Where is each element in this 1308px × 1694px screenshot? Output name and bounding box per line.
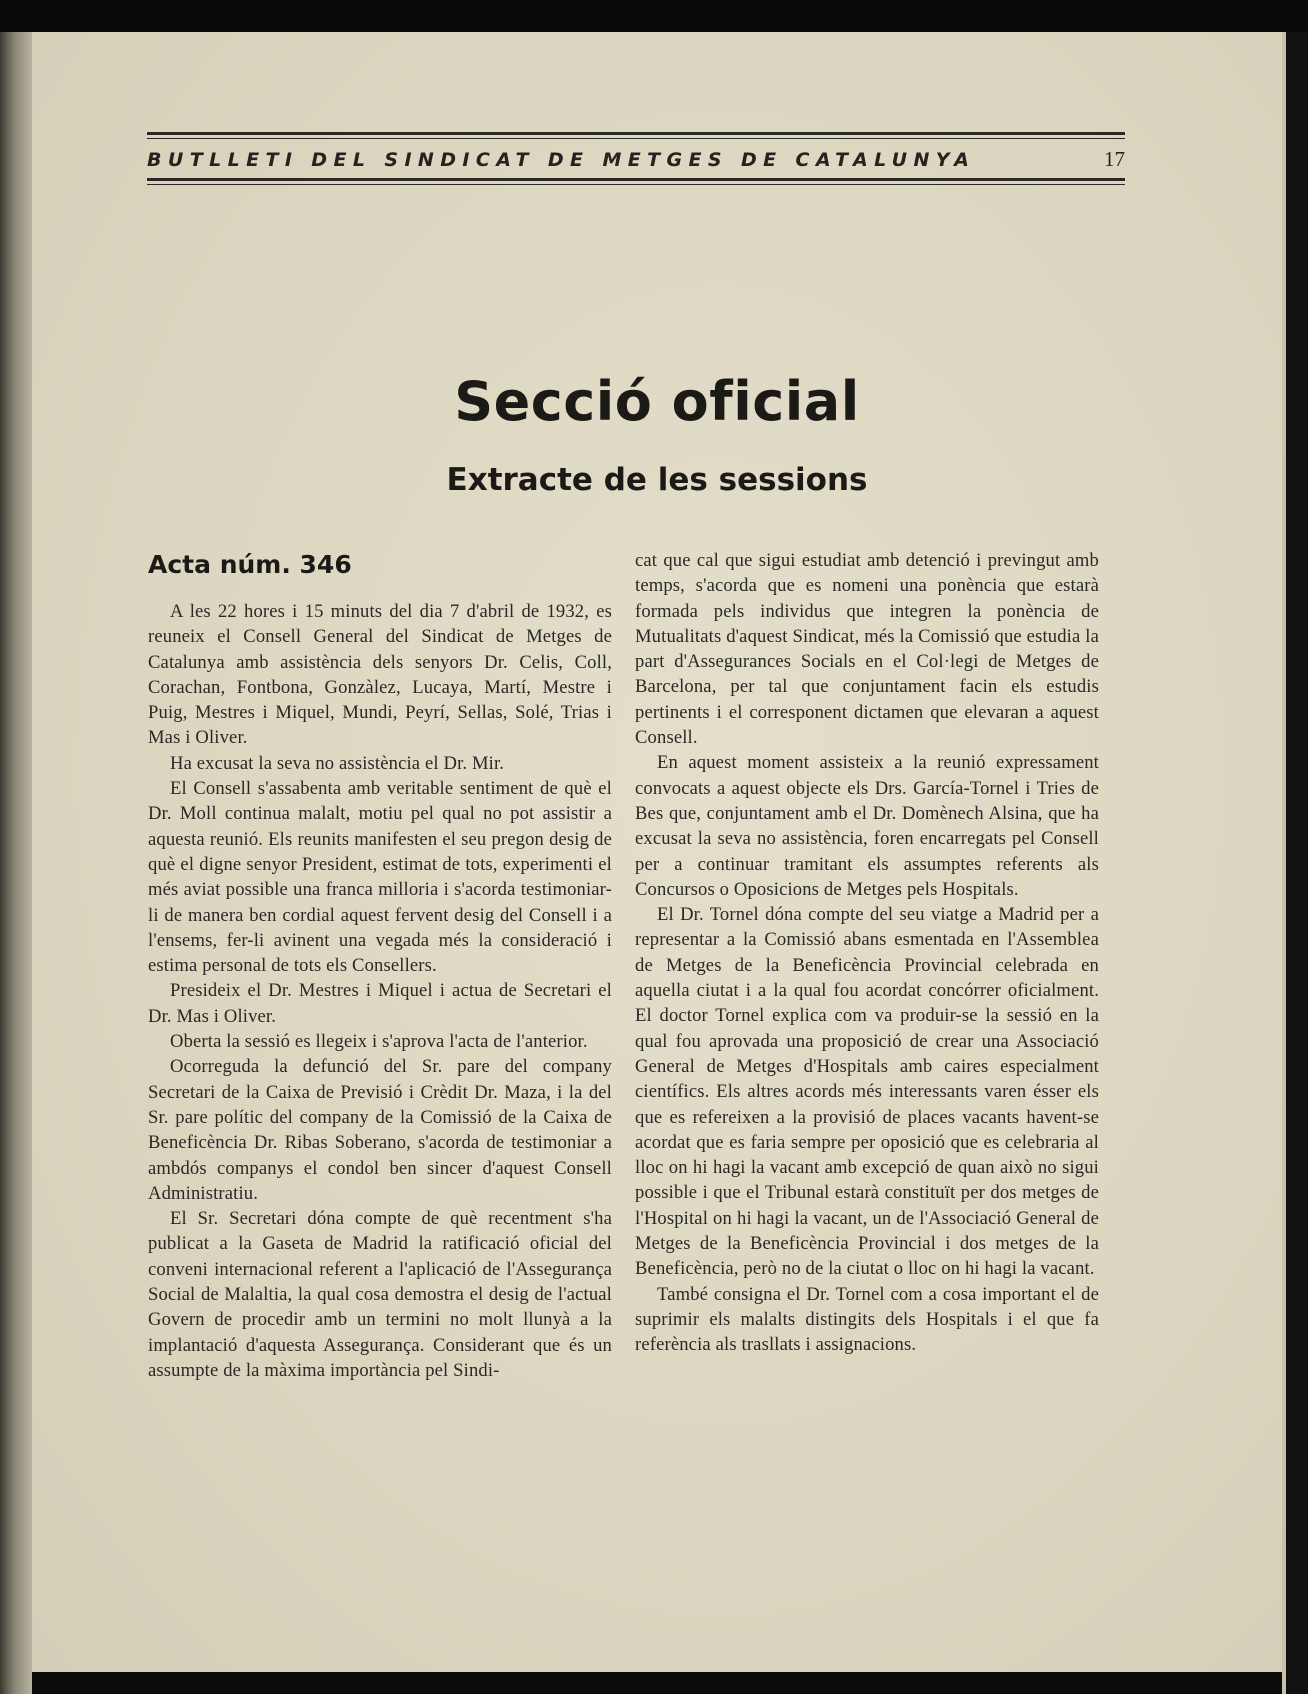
section-title: Secció oficial xyxy=(454,370,860,433)
facing-page-edge xyxy=(0,32,32,1694)
paragraph: cat que cal que sigui estudiat amb detenció i previngut amb temps, s'acorda que es nomeni una ponència que estarà formada pels individus que integren la ponència de Mutualitats d'aquest Sindicat, més la Comissió que estudia la part d'Assegurances Socials en el Col·legi de Metges de Barcelona, per tal que conjuntament facin els estudis pertinents i el corresponent dictamen que elevaran a aquest Consell. xyxy=(635,550,1099,749)
journal-title: BUTLLETI DEL SINDICAT DE METGES DE CATALUNYA xyxy=(147,149,976,171)
section-subtitle: Extracte de les sessions xyxy=(446,462,868,498)
paragraph: A les 22 hores i 15 minuts del dia 7 d'abril de 1932, es reuneix el Consell General del Sindicat de Metges de Catalunya amb assistència dels senyors Dr. Celis, Coll, Corachan, Fontbona, Gonzàlez, Lucaya, Martí, Mestre i Puig, Mestres i Miquel, Mundi, Peyrí, Sellas, Solé, Trias i Mas i Oliver. xyxy=(148,601,612,749)
left-column xyxy=(148,548,612,1383)
acta-heading: Acta núm. 346 xyxy=(148,550,352,579)
header-rule-bottom xyxy=(147,178,1125,181)
paragraph: En aquest moment assisteix a la reunió expressament convocats a aquest objecte els Drs. García-Tornel i Tries de Bes que, conjuntament amb el Dr. Domènech Alsina, que ha excusat la seva no assistència, foren encarregats pel Consell per a continuar tramitant els assumptes referents als Concursos o Oposicions de Metges pels Hospitals. xyxy=(635,752,1099,900)
paragraph: També consigna el Dr. Tornel com a cosa important el de suprimir els malalts distingits dels Hospitals i el que fa referència als trasllats i assignacions. xyxy=(635,1283,1099,1356)
journal-page xyxy=(32,32,1282,1672)
paragraph: Ocorreguda la defunció del Sr. pare del company Secretari de la Caixa de Previsió i Crèdit Dr. Maza, i la del Sr. pare polític del company de la Comissió de la Caixa de Beneficència Dr. Ribas Soberano, s'acorda de testimoniar a ambdós companys el condol ben sincer d'aquest Consell Administratiu. xyxy=(148,1056,612,1204)
paragraph: El Sr. Secretari dóna compte de què recentment s'ha publicat a la Gaseta de Madrid la ratificació oficial del conveni internacional referent a l'aplicació de l'Assegurança Social de Malaltia, la qual cosa demostra el desig de l'actual Govern de procedir amb un termini no molt llunyà a la implantació d'aquesta Assegurança. Considerant que és un assumpte de la màxima importància pel Sindi- xyxy=(148,1208,612,1381)
page-number: 17 xyxy=(1104,147,1125,171)
right-column xyxy=(635,548,1099,1358)
running-header xyxy=(147,132,1125,185)
header-rule-top xyxy=(147,132,1125,135)
scan-border-top xyxy=(0,0,1308,32)
scan-border-right xyxy=(1282,32,1308,1694)
paragraph: Ha excusat la seva no assistència el Dr. Mir. xyxy=(170,752,505,774)
paragraph: El Dr. Tornel dóna compte del seu viatge a Madrid per a representar a la Comissió abans esmentada en l'Assemblea de Metges de la Beneficència Provincial celebrada en aquella ciutat i a la qual fou acordat concórrer oficialment. El doctor Tornel explica com va produir-se la sessió en la qual fou aprovada una proposició de crear una Associació General de Metges d'Hospitals amb caires especialment científics. Els altres acords més interessants varen ésser els que es refereixen a la provisió de places vacants havent-se acordat que es faria sempre per oposició que es celebraria al lloc on hi hagi la vacant amb excepció de quan això no sigui possible i que el Tribunal estarà constituït per dos metges de l'Hospital on hi hagi la vacant, un de l'Associació General de Metges de la Beneficència Provincial i dos metges de la Beneficència, però no de la ciutat o lloc on hi hagi la vacant. xyxy=(635,904,1099,1280)
paragraph: El Consell s'assabenta amb veritable sentiment de què el Dr. Moll continua malalt, motiu pel qual no pot assistir a aquesta reunió. Els reunits manifesten el seu pregon desig de què el digne senyor President, estimat de tots, experimenti el més aviat possible una franca milloria i s'acorda testimoniar-li de manera ben cordial aquest fervent desig del Consell i a l'ensems, fer-li avinent una vegada més la consideració i estima personal de tots els Consellers. xyxy=(148,778,612,977)
paragraph: Presideix el Dr. Mestres i Miquel i actua de Secretari el Dr. Mas i Oliver. xyxy=(148,980,612,1027)
paragraph: Oberta la sessió es llegeix i s'aprova l'acta de l'anterior. xyxy=(170,1031,588,1053)
